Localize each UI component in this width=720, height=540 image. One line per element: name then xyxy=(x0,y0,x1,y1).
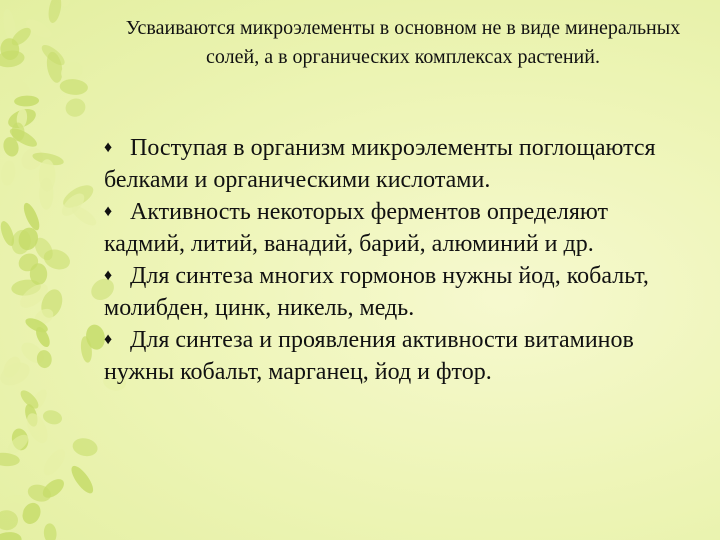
leaf-shape xyxy=(41,408,63,426)
leaf-shape xyxy=(43,523,57,540)
bullet-text: Для синтеза и проявления активности витаминов нужны кобальт, марганец, йод и фтор. xyxy=(104,327,634,385)
leaf-shape xyxy=(46,0,63,24)
bullet-list xyxy=(104,132,694,388)
diamond-bullet-icon: ♦ xyxy=(104,267,113,284)
leaf-shape xyxy=(69,203,99,229)
leaf-shape xyxy=(63,96,88,120)
slide-title: Усваиваются микроэлементы в основном не в виде минеральных солей, а в органических комплексах растений. xyxy=(125,17,681,68)
bullet-text: Активность некоторых ферментов определяют кадмий, литий, ванадий, барий, алюминий и др. xyxy=(104,199,608,257)
leaf-shape xyxy=(0,160,17,186)
bullet-text: Поступая в организм микроэлементы поглощаются белками и органическими кислотами. xyxy=(104,135,656,193)
leaf-shape xyxy=(59,78,88,96)
leaf-shape xyxy=(0,452,20,468)
bullet-item xyxy=(104,196,694,260)
leaf-shape xyxy=(39,178,53,210)
bullet-text: Для синтеза многих гормонов нужны йод, кобальт, молибден, цинк, никель, медь. xyxy=(104,263,649,321)
bullet-item xyxy=(104,260,694,324)
leaf-shape xyxy=(71,436,99,458)
diamond-bullet-icon: ♦ xyxy=(104,203,113,220)
leaf-shape xyxy=(40,446,69,479)
leaf-shape xyxy=(88,0,115,18)
bullet-item xyxy=(104,132,694,196)
leaf-shape xyxy=(0,530,23,540)
bullet-item xyxy=(104,324,694,388)
diamond-bullet-icon: ♦ xyxy=(104,139,113,156)
leaf-shape xyxy=(68,463,97,497)
diamond-bullet-icon: ♦ xyxy=(104,331,113,348)
leaf-shape xyxy=(21,201,43,232)
